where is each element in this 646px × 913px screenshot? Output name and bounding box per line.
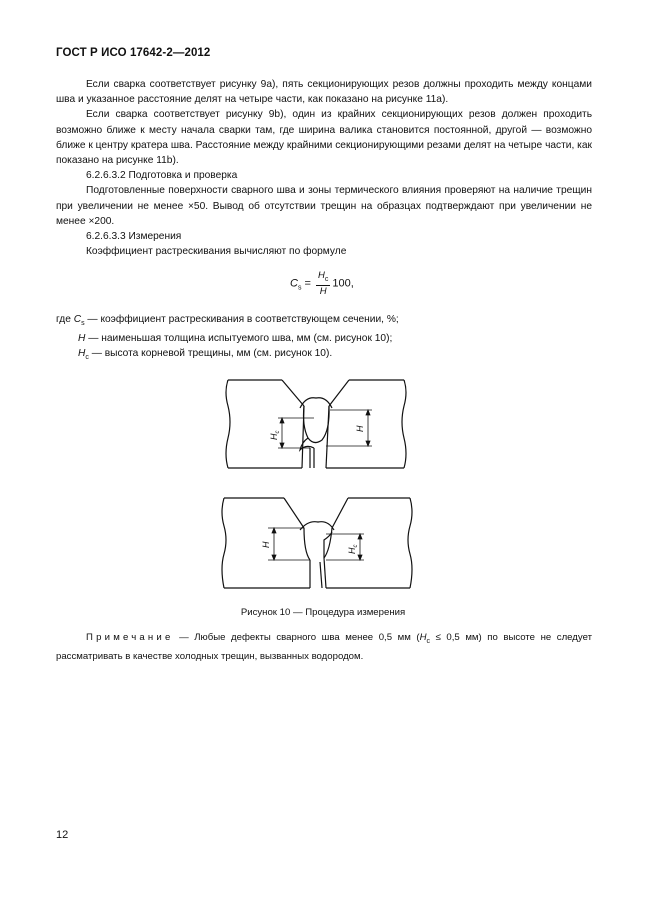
page-header: ГОСТ Р ИСО 17642-2—2012	[56, 47, 211, 59]
paragraph-inspection: Подготовленные поверхности сварного шва и зоны термического влияния проверяют на наличие трещин при увеличении не менее ×50. Вывод об отсутствии трещин на образцах подтверждают при увеличении не менее ×200.	[56, 185, 592, 227]
crack-ratio-formula: $C_s$ = $\frac{H_c}{H}$ 100,	[290, 270, 354, 297]
note: Примечание — Любые дефекты сварного шва менее 0,5 мм ($H_c \le 0,5$ мм) по высоте не следует рассматривать в качестве холодных трещин, вызванных водородом.	[56, 632, 593, 662]
definition-cs: где $C_s$ — коэффициент растрескивания в соответствующем сечении, %;	[56, 314, 399, 328]
note-label: Примечание	[86, 632, 174, 643]
paragraph-9a: Если сварка соответствует рисунку 9а), пять секционирующих резов должны проходить между концами шва и указанное расстояние делят на четыре части, как показано на рисунке 11а).	[56, 79, 592, 106]
paragraph-9b: Если сварка соответствует рисунку 9b), один из крайних секционирующих резов должен проходить возможно ближе к месту начала сварки там, где ширина валика становится постоянной, другой — возможно ближе к центру кратера шва. Расстояние между крайними секционирующими резами делят на четыре части, как показано на рисунке 11b).	[56, 109, 592, 167]
section-6-2-6-3-3: 6.2.6.3.3 Измерения	[86, 231, 182, 243]
paragraph-formula-intro: Коэффициент растрескивания вычисляют по формуле	[86, 246, 347, 258]
definition-h: H — наименьшая толщина испытуемого шва, мм (см. рисунок 10);	[78, 333, 393, 345]
figure-labels	[261, 425, 365, 554]
label-h-lower: H	[261, 541, 271, 548]
body-text	[56, 77, 592, 259]
page-number: 12	[56, 829, 69, 841]
figure-10-measurement	[214, 372, 414, 590]
formula-fraction: $\frac{H_c}{H}$	[318, 270, 329, 297]
section-6-2-6-3-2: 6.2.6.3.2 Подготовка и проверка	[86, 170, 238, 182]
label-hc-upper: $H_c$	[269, 430, 281, 440]
figure-caption: Рисунок 10 — Процедура измерения	[240, 607, 406, 618]
symbol-definitions	[56, 312, 399, 366]
lower-specimen	[222, 498, 412, 588]
definition-hc: $H_c$ — высота корневой трещины, мм (см. рисунок 10).	[78, 348, 333, 362]
label-h-upper: H	[355, 425, 365, 432]
upper-specimen	[226, 380, 406, 468]
label-hc-lower: $H_c$	[347, 544, 359, 554]
lower-dimensions	[268, 528, 364, 560]
